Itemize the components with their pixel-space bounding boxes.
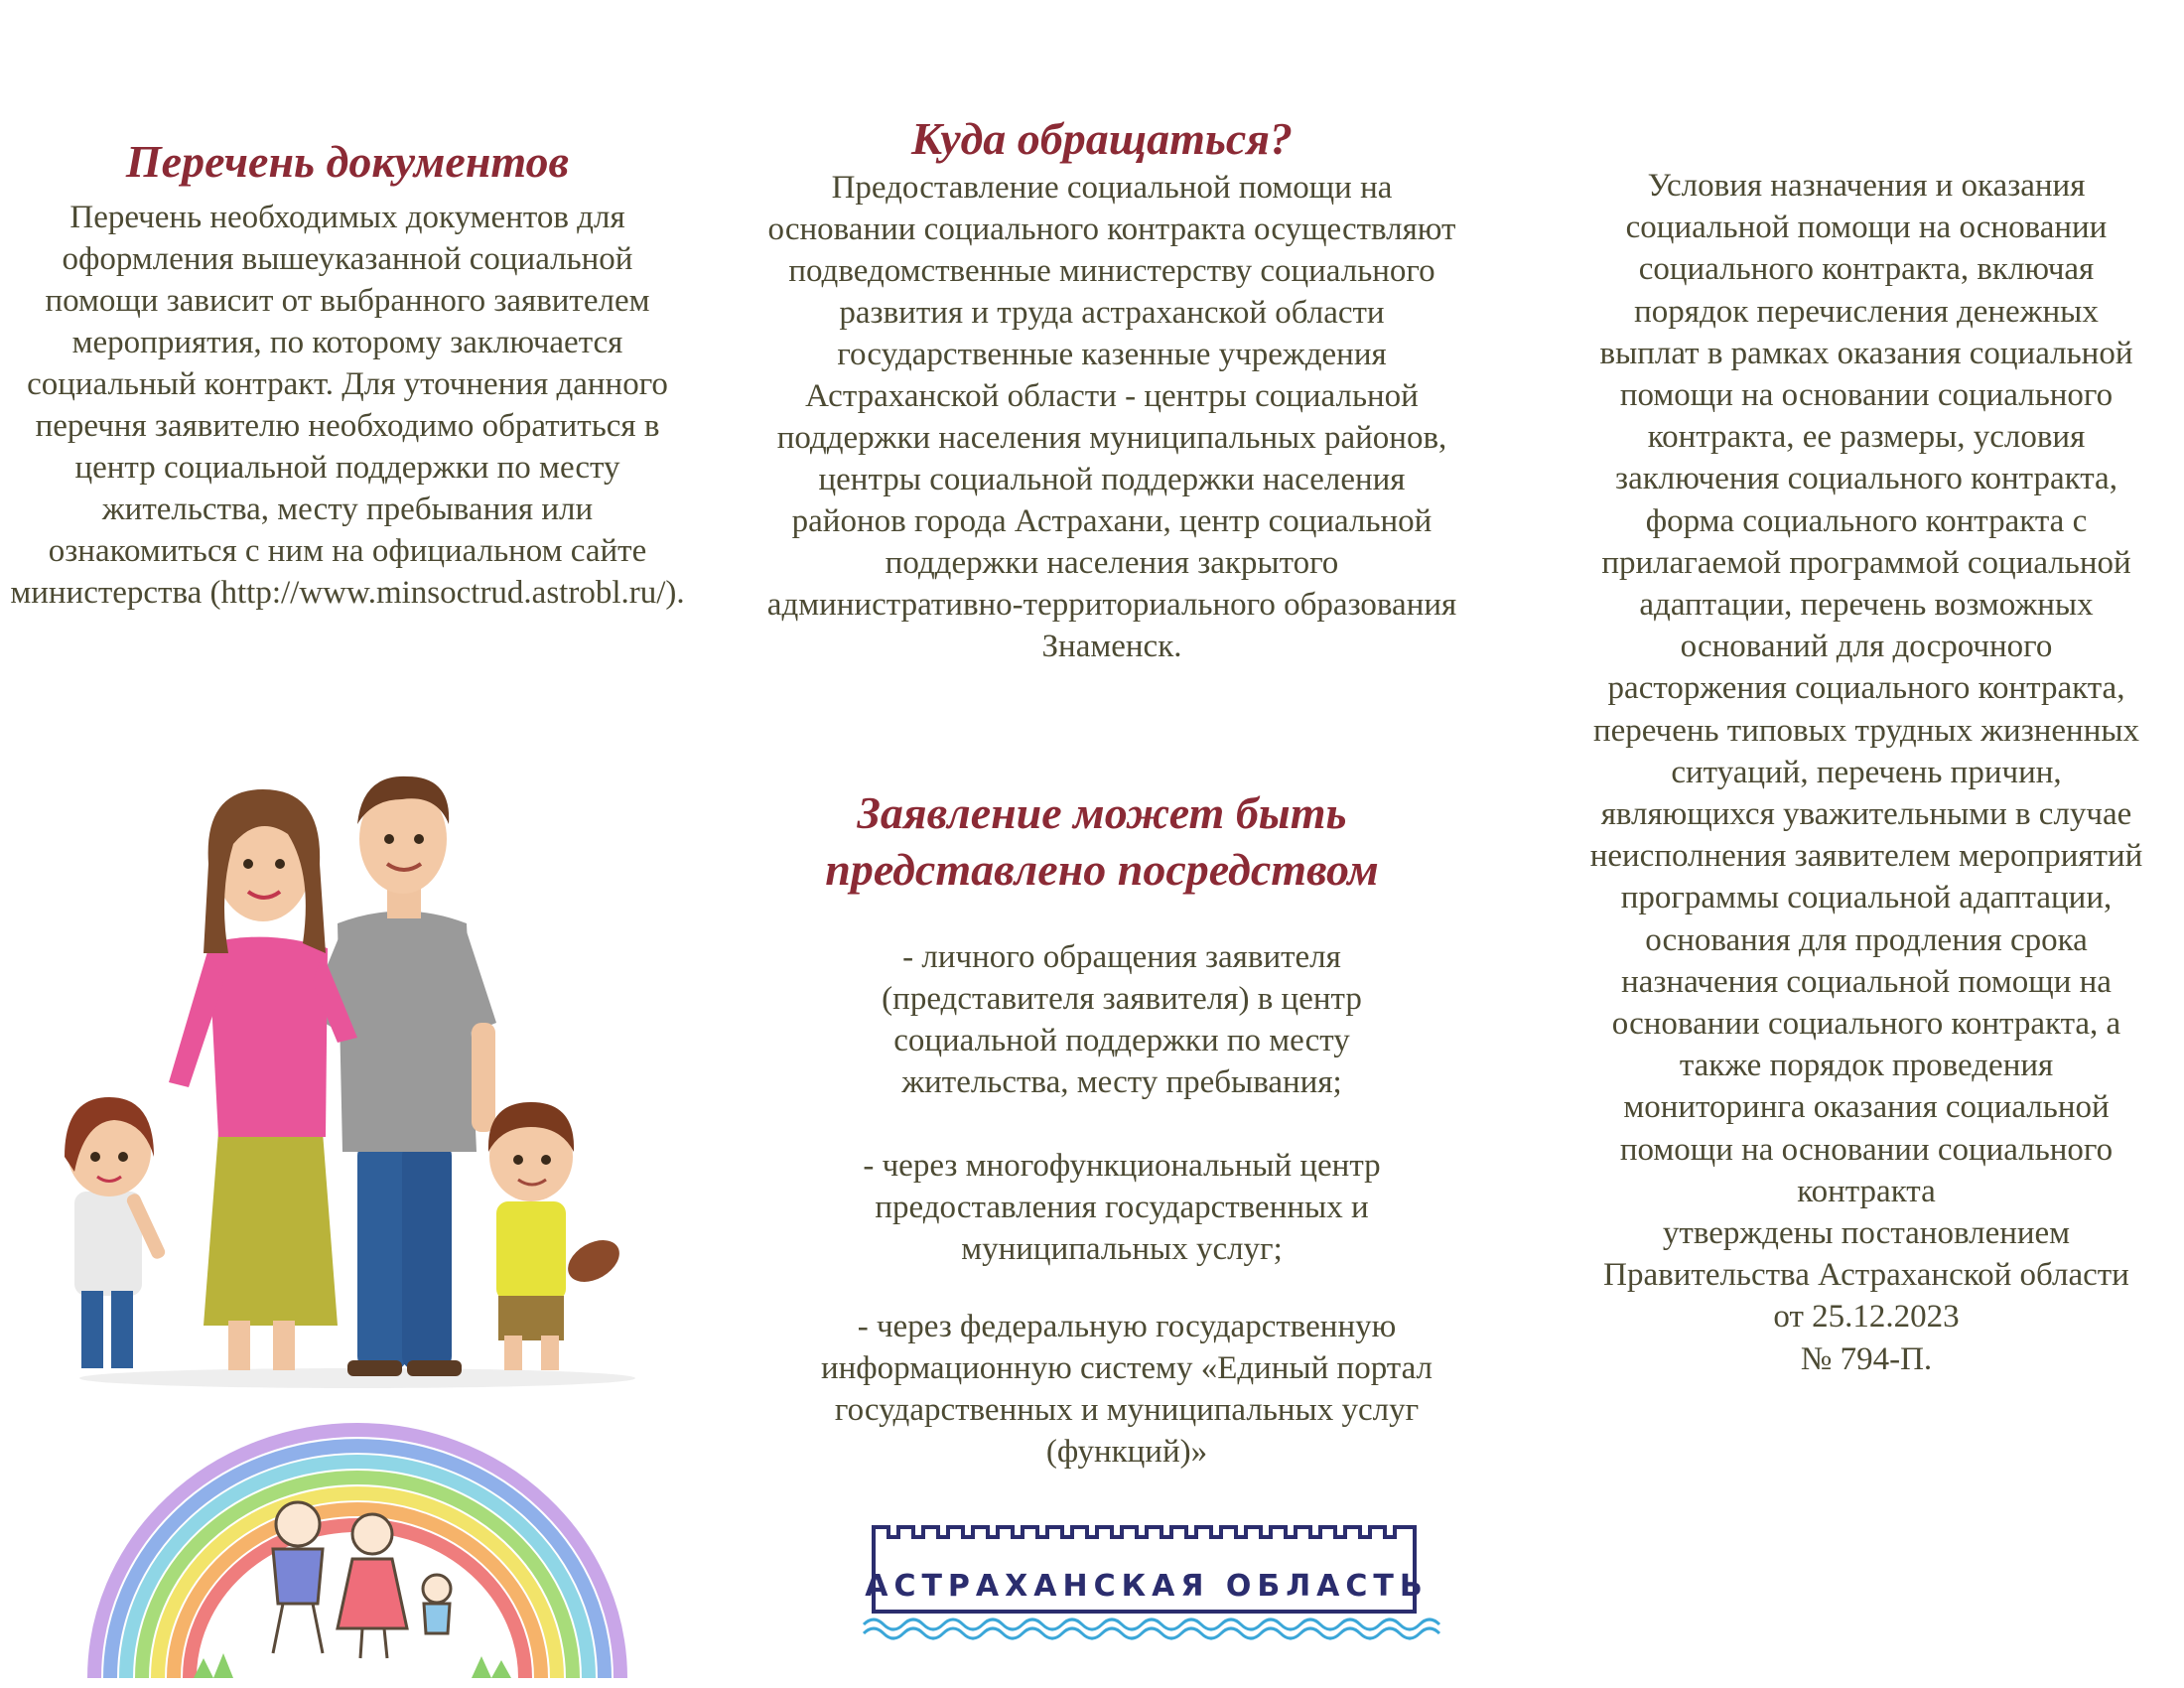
father-figure (308, 776, 496, 1376)
conditions-paragraph: Условия назначения и оказания социальной помощи на основании социального контракта, включая порядок перечисления денежных выплат в рамках оказания социальной помощи на основании социального контракта, ее размеры, условия заключения социального контракта, форма социального контракта с прилагаемой программой социальной адаптации, перечень возможных оснований для досрочного расторжения социального контракта, перечень типовых трудных жизненных ситуаций, перечень причин, являющихся уважительными в случае неисполнения заявителем мероприятий программы социальной адаптации, основания для продления срока назначения социальной помощи на основании социального контракта, а также порядок проведения мониторинга оказания социальной помощи на основании социального контракта (1589, 168, 2143, 1209)
application-method-item: - через федеральную государственную информационную систему «Единый портал государственных и муниципальных услуг (функций)» (820, 1309, 1433, 1470)
application-methods-heading: Заявление может быть представлено посредством (825, 787, 1379, 895)
where-to-apply-heading: Куда обращаться? (910, 113, 1293, 164)
resolution-number: № 794-П. (1800, 1340, 1933, 1377)
girl-figure (65, 1097, 167, 1368)
where-to-apply-text: Предоставление социальной помощи на основании социального контракта осуществляют подведомственные министерству социального развития и труда астраханской области государственные казенные учреждения Астраханской области - центры социальной поддержки населения муниципальных районов, центры социальной поддержки населения районов города Астрахани, центр социальной поддержки населения закрытого административно-территориального образования Знаменск. (766, 170, 1457, 664)
mother-figure (169, 789, 357, 1370)
family-illustration (60, 755, 655, 1390)
documents-text: Перечень необходимых документов для оформления вышеуказанной социальной помощи зависит от выбранного заявителем мероприятия, по которому заключается социальный контракт. Для уточнения данного перечня заявителю необходимо обратиться в центр социальной поддержки по месту жительства, месту пребывания или ознакомиться с ним на официальном сайте министерства (http://www.minsoctrud.astrobl.ru/). (10, 200, 685, 611)
conditions-text (1588, 165, 2144, 1380)
rainbow-drawing (74, 1390, 640, 1678)
application-method-item: - личного обращения заявителя (представителя заявителя) в центр социальной поддержки по месту жительства, месту пребывания; (882, 939, 1362, 1100)
logo-text: АСТРАХАНСКАЯ ОБЛАСТЬ (865, 1569, 1429, 1604)
boy-figure (488, 1102, 626, 1370)
documents-heading: Перечень документов (125, 136, 570, 187)
application-method-item: - через многофункциональный центр предоставления государственных и муниципальных услуг; (863, 1148, 1381, 1267)
astrakhan-region-logo (834, 1507, 1459, 1641)
approval-text: утверждены постановлением Правительства Астраханской области от 25.12.2023 (1603, 1215, 2129, 1336)
